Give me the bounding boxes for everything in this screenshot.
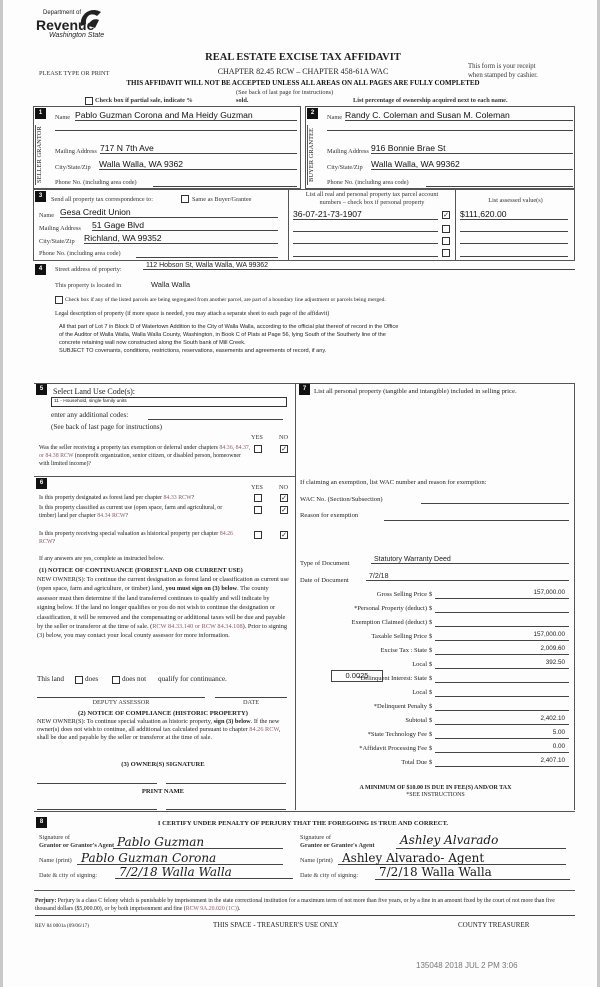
document-date-field[interactable]: 7/2/18 [366,573,569,581]
label: Name [39,212,55,219]
current-use-question: Is this property classified as current use (open space, farm and agricultural, or timber) land per chapter 84.34 RCW? [39,505,223,519]
grantor-name-field[interactable]: Pablo Guzman Corona [77,851,283,865]
assessed-field-4[interactable] [460,256,568,257]
yes-header: YES [251,434,263,441]
buyer-name-line2[interactable] [327,130,573,131]
tax-row-value-field[interactable]: 0.00 [435,743,569,753]
section-number: 3 [35,191,46,202]
label: Mailing Address [327,148,369,155]
grantee-date-city-field[interactable]: 7/2/18 Walla Walla [375,865,570,880]
grantee-signature-field[interactable]: Ashley Alvarado [396,833,566,849]
legal-label: Legal description of property (if more space is needed, you may attach a separate sheet to each page of the affidavit) [55,311,330,317]
label: Name [55,114,71,121]
washington-state: Washington State [49,32,105,39]
legal-description-line: All that part of Lot 7 in Block D of Watertown Addition to the City of Walla Walla, according to the official plat thereof of record in the Office [59,324,399,330]
assessed-field-2[interactable] [460,231,568,232]
legal-description-line: concrete retaining wall now constructed along the South bank of Mill Creek. [59,340,246,346]
label: Date & city of signing: [300,872,359,879]
dollar-sign: $ [429,703,433,710]
chapter: CHAPTER 82.45 RCW – CHAPTER 458-61A WAC [217,67,389,76]
tax-row-label: *State Technology Fee [367,731,427,738]
print-name-line[interactable] [166,809,286,810]
this-land-label: This land [37,675,64,683]
label: City/State/Zip [327,164,363,171]
document-type-field[interactable]: Statutory Warranty Deed [371,556,569,564]
buyer-grantee-label: BUYER GRANTEE [307,125,321,185]
parcel-field-3[interactable] [293,243,438,244]
tax-row-label: *Personal Property (deduct) [354,605,427,612]
tax-row-value-field[interactable]: 2,407.10 [435,757,569,767]
dollar-sign: $ [429,675,433,682]
exemption-question: Was the seller receiving a property tax exemption or deferral under chapters 84.36, 84.37, or 84.38 RCW (nonprofit organization, senior citizen, or disabled person, homeowner with limited income)? [39,445,251,467]
receipt-stamp: 135048 2018 JUL 2 PM 3:06 [416,961,518,970]
parcel-number-field[interactable]: 36-07-21-73-1907 [293,209,438,220]
owner-signature-line[interactable] [166,783,286,784]
exemption-no-checkbox[interactable]: ✓ [281,445,287,453]
print-name-label: PRINT NAME [141,788,185,795]
section-number: 6 [36,478,47,489]
dollar-sign: $ [429,647,433,654]
seller-mailing-field[interactable]: 717 N 7th Ave [100,143,297,154]
dollar-sign: $ [429,605,433,612]
tax-row-label: *Delinquent Penalty [373,703,427,710]
dollar-sign: $ [429,731,433,738]
assessed-value-field[interactable]: $111,620.00 [460,209,568,220]
owner-signature-line[interactable] [37,783,157,784]
print-name-line[interactable] [37,809,157,810]
date-doc-label: Date of Document [300,577,349,584]
tax-row-label: Excise Tax : State [380,647,427,654]
reason-label: Reason for exemption [300,512,359,519]
tax-row-value-field[interactable]: 392.50 [435,659,569,669]
tax-row-label: Total Due [401,759,427,766]
section-number: 2 [307,108,318,119]
grantee-name-field[interactable]: Ashley Alvarado- Agent [338,851,566,865]
correspondence-city-field[interactable]: Richland, WA 99352 [84,233,278,244]
section-number: 7 [299,384,310,395]
seller-name-field[interactable]: Pablo Guzman Corona and Ma Heidy Guzman [75,110,297,121]
section-number: 4 [35,264,46,275]
no-header: NO [279,484,289,491]
tax-row-value-field[interactable]: 2,009.60 [435,645,569,655]
personal-property-checkbox[interactable]: ✓ [443,211,449,219]
forest-no-checkbox[interactable]: ✓ [281,494,287,502]
instructions-note: (See back of last page for instructions) [51,423,162,431]
perjury-notice: Perjury: Perjury is a class C felony which is punishable by imprisonment in the state correctional institution for a maximum term of not more than five years, or by a fine in an amount fixed by the court of not more than five thousand dollars ($5,000.00), or by both imprisonment and fine (RCW 9A.20.020 (1C)). [35,897,575,916]
current-use-yes-checkbox[interactable] [254,506,262,514]
label: Signature of [300,834,331,841]
additional-codes-label: enter any additional codes: [51,411,129,419]
land-use-code-field[interactable]: 11 - Household, single family units [51,397,287,407]
tax-row-value-field[interactable] [435,673,569,683]
tax-row-value-field[interactable] [435,617,569,627]
tax-row-value-field[interactable] [435,603,569,613]
section-number: 1 [35,108,46,119]
historic-no-checkbox[interactable]: ✓ [281,531,287,539]
buyer-phone-field[interactable] [426,186,573,187]
dept-of: Department of [43,10,82,16]
seller-city-field[interactable]: Walla Walla, WA 9362 [99,159,297,170]
label: Name [327,114,343,121]
additional-codes-field[interactable] [148,419,283,420]
personal-property-checkbox[interactable] [442,237,450,245]
notice-compliance-text: NEW OWNER(S): To continue special valuation as historic property, sign (3) below. If the new owner(s) does not wish to continue, all additional tax calculated pursuant to chapter 84.26 RCW, shall be due and payable by the seller or transferor at the time of sale. [37,718,281,741]
sold-label: sold. [236,97,249,104]
tax-row-label: Taxable Selling Price [371,633,427,640]
please-type: PLEASE TYPE OR PRINT [39,70,110,77]
tax-row-label: *Delinquent Interest: State [357,675,427,682]
tax-row-label: *Affidavit Processing Fee [359,745,427,752]
label: Signature of [39,834,70,841]
tax-row-label: Exemption Claimed (deduct) [351,619,427,626]
partial-sale-checkbox[interactable] [85,97,93,105]
see-instructions: *SEE INSTRUCTIONS [406,792,465,798]
warning: THIS AFFIDAVIT WILL NOT BE ACCEPTED UNLESS ALL AREAS ON ALL PAGES ARE FULLY COMPLETED [126,79,480,87]
legal-description-line: SUBJECT TO covenants, conditions, restrictions, reservations, easements and agreements of record, if any. [59,348,327,354]
forest-question: Is this property designated as forest land per chapter 84.33 RCW? [39,495,195,501]
send-label: Send all property tax correspondence to: [51,196,153,203]
minimum-notice: A MINIMUM OF $10.00 IS DUE IN FEE(S) AND/OR TAX [359,785,512,791]
buyer-name-field[interactable]: Randy C. Coleman and Susan M. Coleman [345,110,573,121]
owner-signature-label: (3) OWNER(S) SIGNATURE [121,761,205,768]
yes-header: YES [251,484,263,491]
deputy-assessor-line[interactable] [37,697,205,698]
tax-row-value-field[interactable]: 5.00 [435,729,569,739]
section-number: 8 [36,817,47,828]
receipt-line2: when stamped by cashier. [468,72,538,79]
qualify-label: qualify for continuance. [158,675,227,683]
label: Phone No. (including area code) [39,250,121,257]
seller-name-line2[interactable] [55,130,297,131]
historic-question: Is this property receiving special valuation as historical property per chapter 84.26 RCW? [39,531,234,545]
parcel-field-2[interactable] [293,231,438,232]
label: Mailing Address [39,225,81,232]
label: Phone No. (including area code) [55,179,137,186]
buyer-city-field[interactable]: Walla Walla, WA 99362 [371,159,573,170]
dollar-sign: $ [429,633,433,640]
deputy-assessor-label: DEPUTY ASSESSOR [92,699,150,706]
notice-continuance-text: NEW OWNER(S): To continue the current designation as forest land or classification as current use (open space, farm and agriculture, or timber) land, you must sign on (3) below. The county assessor must then determine if the land transferred continues to qualify and will indicate by signing below. If the land no longer qualifies or you do not wish to continue the designation or classification, it will be removed and the compensating or additional taxes will be due and payable by the seller or transferor at the time of sale. (RCW 84.33.140 or RCW 84.34.108). Prior to signing (3) below, you may contact your local county assessor for more information. [37,576,289,640]
does-label: does [85,675,99,683]
label: Phone No. (including area code) [327,179,409,186]
certify-statement: I CERTIFY UNDER PENALTY OF PERJURY THAT THE FOREGOING IS TRUE AND CORRECT. [157,820,449,827]
tax-row-value-field[interactable]: 157,000.00 [435,631,569,641]
forest-yes-checkbox[interactable] [254,494,262,502]
assessed-field-3[interactable] [460,243,568,244]
label: Name (print) [39,857,72,864]
label: Name (print) [300,857,333,864]
type-label: Type of Document [300,560,350,567]
tax-row-value-field[interactable] [435,701,569,711]
list-pct: List percentage of ownership acquired next to each name. [353,97,508,104]
section-number: 5 [36,384,47,395]
current-use-no-checkbox[interactable]: ✓ [281,506,287,514]
parcel-header: List all real and personal property tax parcel account [305,191,439,198]
seller-phone-field[interactable] [153,186,297,187]
dollar-sign: $ [429,619,433,626]
partial-label: Check box if partial sale, indicate % [95,97,193,104]
grantor-date-city-field[interactable]: 7/2/18 Walla Walla [115,865,293,879]
correspondence-name-field[interactable]: Gesa Credit Union [60,207,278,218]
label: City/State/Zip [39,238,75,245]
form-revision: REV 84 0001a (09/06/17) [35,923,89,929]
tax-row-label: Local [412,689,427,696]
land-use-label: Select Land Use Code(s): [53,387,135,396]
tax-row-label: Local [412,661,427,668]
does-checkbox[interactable] [75,676,83,684]
same-label: Same as Buyer/Grantee [192,196,252,203]
dollar-sign: $ [429,745,433,752]
grantor-signature-field[interactable]: Pablo Guzman [113,835,283,849]
tax-row-label: Gross Selling Price [376,591,427,598]
wac-label: WAC No. (Section/Subsection) [300,496,383,503]
label: Date & city of signing: [39,872,98,879]
date-label: DATE [242,699,260,706]
personal-property-label: List all personal property (tangible and intangible) included in selling price. [314,388,517,395]
label: City/State/Zip [55,164,91,171]
no-header: NO [279,434,289,441]
notice-continuance-title: (1) NOTICE OF CONTINUANCE (FOREST LAND OR CURRENT USE) [39,567,243,574]
correspondence-mailing-field[interactable]: 51 Gage Blvd [92,220,278,231]
tax-row-value-field[interactable]: 157,000.00 [435,589,569,599]
correspondence-phone-field[interactable] [136,257,278,258]
receipt-line1: This form is your receipt [468,63,536,70]
exemption-label: If claiming an exemption, list WAC number and reason for exemption: [300,479,487,486]
label: This property is located in [55,282,122,289]
does-not-label: does not [122,675,147,683]
see-back: (See back of last page for instructions) [236,89,334,96]
segregated-checkbox[interactable] [55,296,63,304]
dollar-sign: $ [429,661,433,668]
historic-yes-checkbox[interactable] [254,531,262,539]
county-treasurer-label: COUNTY TREASURER [458,921,530,929]
wac-field[interactable] [421,503,569,504]
revenue-logo-text: Revenue [36,17,95,33]
does-not-checkbox[interactable] [112,676,120,684]
assessed-header: List assessed value(s) [488,197,543,204]
dollar-sign: $ [429,759,433,766]
dollar-sign: $ [429,689,433,696]
local-rate-field[interactable]: 0.0025 [331,670,383,682]
tax-row-label: Subtotal [405,717,427,724]
exemption-yes-checkbox[interactable] [254,445,262,453]
treasurer-use-label: THIS SPACE - TREASURER'S USE ONLY [213,921,339,929]
buyer-mailing-field[interactable]: 916 Bonnie Brae St [371,143,573,154]
tax-row-value-field[interactable]: 2,402.10 [435,715,569,725]
label: Street address of property: [55,266,122,273]
parcel-field-4[interactable] [293,256,438,257]
label: Mailing Address [55,148,97,155]
grantee-label: Grantee or Grantee's Agent [300,842,375,849]
parcel-header: numbers – check box if personal property [319,199,425,206]
personal-property-checkbox[interactable] [442,249,450,257]
tax-row-value-field[interactable] [435,687,569,697]
notice-compliance-title: (2) NOTICE OF COMPLIANCE (HISTORIC PROPERTY) [78,710,248,717]
county-field[interactable]: Walla Walla [151,280,191,289]
if-yes-note: If any answers are yes, complete as instructed below. [39,556,164,562]
same-as-buyer-checkbox[interactable] [181,195,189,203]
reason-field[interactable] [384,520,569,521]
personal-property-checkbox[interactable] [442,225,450,233]
dollar-sign: $ [429,717,433,724]
seller-grantor-label: SELLER GRANTOR [35,125,49,185]
street-address-field[interactable]: 112 Hobson St, Walla Walla, WA 99362 [143,262,575,270]
dollar-sign: $ [429,591,433,598]
form-title: REAL ESTATE EXCISE TAX AFFIDAVIT [205,52,401,63]
date-line[interactable] [215,697,287,698]
grantor-label: Grantor or Grantor's Agent [39,842,115,849]
segregated-label: Check box if any of the listed parcels are being segregated from another parcel, are part of a boundary line adjustment or parcels being merged. [65,297,386,303]
legal-description-line: of the Auditor of Walla Walla, Walla Walla County, Washington, in Book C of Plats at Page 56, lying South of the Southerly line of the [59,332,386,338]
